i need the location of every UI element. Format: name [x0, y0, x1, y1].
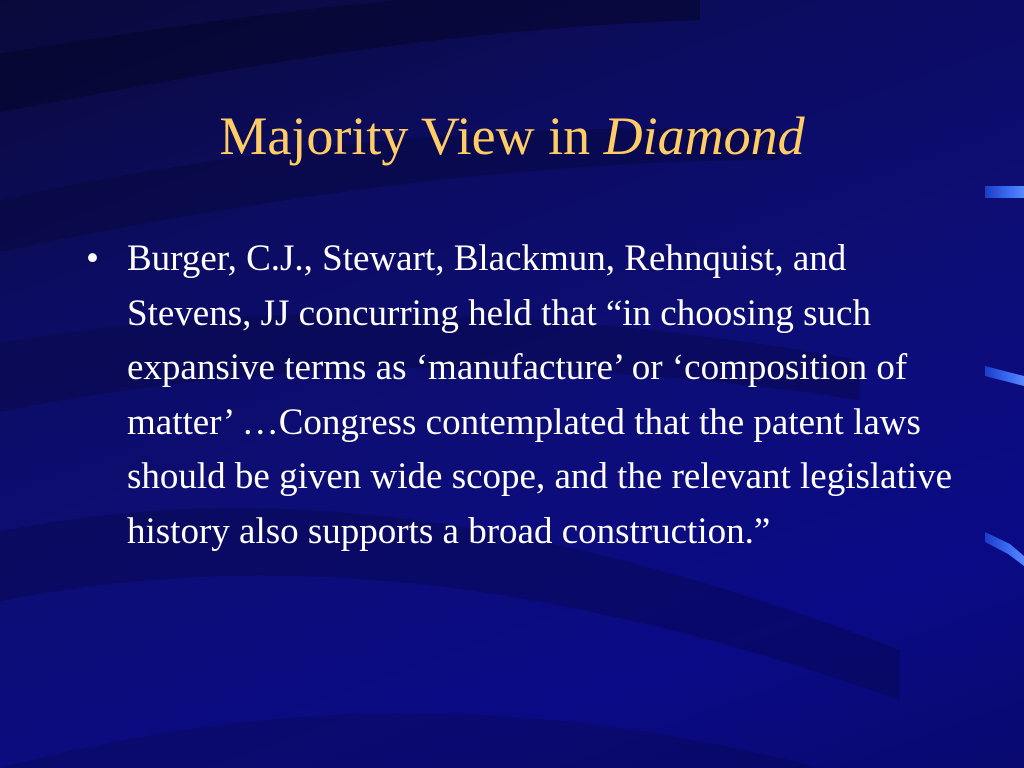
slide-title-text: Majority View in: [219, 106, 604, 166]
slide-title-case-name: Diamond: [603, 106, 805, 166]
accent-tick-2: [985, 366, 1024, 386]
bullet-item: [84, 232, 964, 559]
accent-tick-1: [985, 186, 1024, 198]
slide-title: [0, 100, 1024, 172]
slide-body: [84, 232, 964, 559]
bullet-text: Burger, C.J., Stewart, Blackmun, Rehnquist, and Stevens, JJ concurring held that “in choosing such expansive terms as ‘manufacture’ or ‘composition of matter’ …Congress contemplated that the patent laws should be given wide scope, and the relevant legislative history also supports a broad construction.”: [127, 238, 953, 552]
bullet-marker: •: [86, 238, 99, 279]
accent-tick-3: [985, 532, 1024, 566]
